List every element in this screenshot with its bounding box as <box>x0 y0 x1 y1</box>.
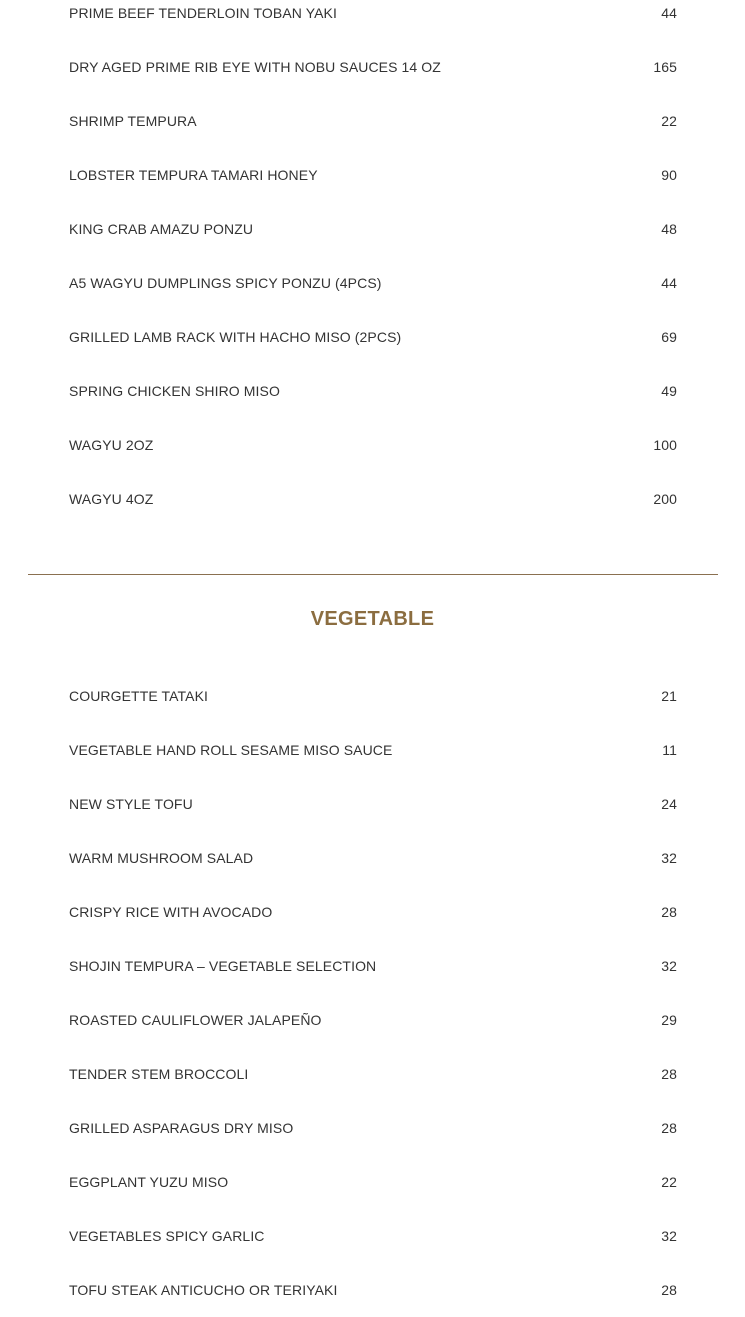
menu-item <box>69 40 677 94</box>
menu-item <box>69 669 677 723</box>
menu-item <box>69 0 677 40</box>
menu-item-name: TOFU STEAK ANTICUCHO OR TERIYAKI <box>69 1282 338 1298</box>
menu-item-name: NEW STYLE TOFU <box>69 796 193 812</box>
menu-item <box>69 1155 677 1209</box>
menu-item <box>69 94 677 148</box>
menu-item <box>69 885 677 939</box>
menu-item <box>69 939 677 993</box>
menu-item-price: 49 <box>661 383 677 399</box>
menu-item-name: DRY AGED PRIME RIB EYE WITH NOBU SAUCES 14 OZ <box>69 59 441 75</box>
menu-item-price: 165 <box>653 59 677 75</box>
menu-item-price: 48 <box>661 221 677 237</box>
menu-item-price: 32 <box>661 1228 677 1244</box>
previous-section-menu-list <box>69 0 677 526</box>
menu-item-name: EGGPLANT YUZU MISO <box>69 1174 229 1190</box>
menu-item <box>69 993 677 1047</box>
menu-item-price: 11 <box>662 742 677 758</box>
menu-item-name: CRISPY RICE WITH AVOCADO <box>69 904 273 920</box>
menu-item <box>69 472 677 526</box>
menu-item <box>69 148 677 202</box>
menu-item-name: COURGETTE TATAKI <box>69 688 209 704</box>
menu-item-name: LOBSTER TEMPURA TAMARI HONEY <box>69 167 318 183</box>
menu-item <box>69 310 677 364</box>
section-title-vegetable: VEGETABLE <box>310 608 435 630</box>
menu-item-price: 29 <box>661 1012 677 1028</box>
menu-item-name: VEGETABLES SPICY GARLIC <box>69 1228 265 1244</box>
section-divider <box>28 574 718 575</box>
menu-item-name: TENDER STEM BROCCOLI <box>69 1066 249 1082</box>
menu-item <box>69 1209 677 1263</box>
menu-item-name: ROASTED CAULIFLOWER JALAPEÑO <box>69 1012 322 1028</box>
menu-item-price: 22 <box>661 1174 677 1190</box>
menu-item-price: 44 <box>661 5 677 21</box>
menu-item-price: 100 <box>653 437 677 453</box>
menu-item <box>69 1101 677 1155</box>
menu-item-name: WAGYU 4OZ <box>69 491 154 507</box>
menu-item-name: SPRING CHICKEN SHIRO MISO <box>69 383 280 399</box>
menu-item-name: GRILLED ASPARAGUS DRY MISO <box>69 1120 294 1136</box>
menu-item-name: WAGYU 2OZ <box>69 437 154 453</box>
menu-item-name: KING CRAB AMAZU PONZU <box>69 221 254 237</box>
menu-item <box>69 256 677 310</box>
menu-item-name: A5 WAGYU DUMPLINGS SPICY PONZU (4PCS) <box>69 275 382 291</box>
menu-item-price: 24 <box>661 796 677 812</box>
menu-item <box>69 364 677 418</box>
menu-item-price: 21 <box>661 688 677 704</box>
menu-item-price: 32 <box>661 958 677 974</box>
vegetable-menu-list <box>69 669 677 1317</box>
menu-item-price: 28 <box>661 1120 677 1136</box>
menu-item-name: SHOJIN TEMPURA – VEGETABLE SELECTION <box>69 958 377 974</box>
menu-item-price: 32 <box>661 850 677 866</box>
menu-item-name: WARM MUSHROOM SALAD <box>69 850 254 866</box>
menu-item-price: 69 <box>661 329 677 345</box>
menu-item <box>69 1263 677 1317</box>
menu-item-name: SHRIMP TEMPURA <box>69 113 197 129</box>
menu-item-price: 28 <box>661 904 677 920</box>
menu-item <box>69 777 677 831</box>
menu-item-name: PRIME BEEF TENDERLOIN TOBAN YAKI <box>69 5 337 21</box>
menu-item <box>69 723 677 777</box>
menu-item-price: 22 <box>661 113 677 129</box>
menu-item-price: 28 <box>661 1066 677 1082</box>
menu-item-price: 28 <box>661 1282 677 1298</box>
menu-item-name: VEGETABLE HAND ROLL SESAME MISO SAUCE <box>69 742 393 758</box>
menu-item-price: 90 <box>661 167 677 183</box>
menu-item <box>69 1047 677 1101</box>
menu-item <box>69 202 677 256</box>
menu-item-price: 44 <box>661 275 677 291</box>
menu-item <box>69 831 677 885</box>
menu-item-price: 200 <box>653 491 677 507</box>
menu-item-name: GRILLED LAMB RACK WITH HACHO MISO (2PCS) <box>69 329 402 345</box>
menu-item <box>69 418 677 472</box>
